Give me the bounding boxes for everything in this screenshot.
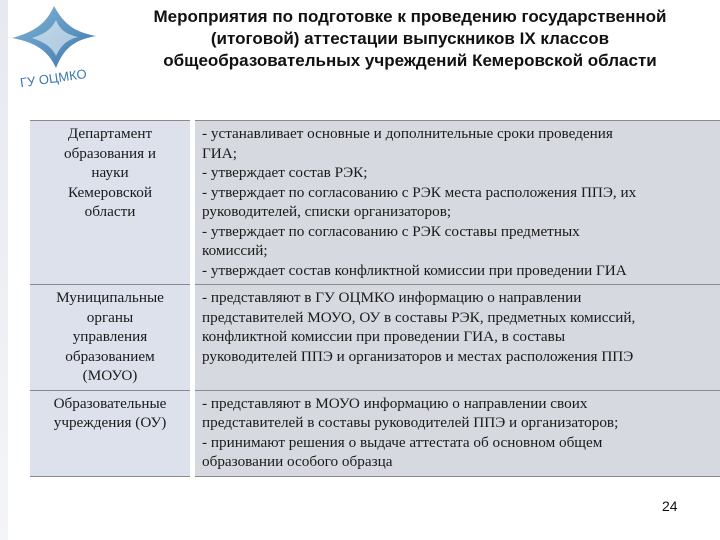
org-cell xyxy=(30,285,193,391)
desc-line: представителей в составы руководителей ППЭ и организаторов; xyxy=(202,414,619,431)
org-line: науки xyxy=(91,164,129,181)
org-line: Образовательные xyxy=(53,394,167,412)
desc-cell xyxy=(193,285,720,391)
desc-line: - утверждает по согласованию с РЭК места расположения ППЭ, их xyxy=(202,183,637,201)
desc-line: конфликтной комиссии при проведении ГИА, в составы xyxy=(202,328,566,345)
desc-line: - принимают решения о выдаче аттестата об основном общем xyxy=(202,433,603,451)
desc-line: - представляют в МОУО информацию о направлении своих xyxy=(202,394,588,412)
svg-text:ГУ ОЦМКО: ГУ ОЦМКО xyxy=(19,66,88,91)
title-line: общеобразовательных учреждений Кемеровской области xyxy=(163,51,657,70)
responsibilities-table xyxy=(30,120,720,477)
page-title xyxy=(104,6,716,72)
desc-line: представителей МОУО, ОУ в составы РЭК, предметных комиссий, xyxy=(202,308,636,326)
org-line: образования и xyxy=(63,144,157,162)
desc-line: - устанавливает основные и дополнительные сроки проведения xyxy=(202,125,613,142)
org-line: области xyxy=(84,203,136,220)
desc-line: ГИА; xyxy=(202,144,237,162)
title-line: Мероприятия по подготовке к проведению государственной xyxy=(153,7,667,26)
org-line: управления xyxy=(72,328,148,345)
org-line: Департамент xyxy=(67,125,153,142)
title-line: (итоговой) аттестации выпускников IX классов xyxy=(210,29,610,48)
desc-line: - утверждает состав конфликтной комиссии при проведении ГИА xyxy=(202,261,627,279)
desc-line: - утверждает состав РЭК; xyxy=(202,164,368,181)
table-row xyxy=(30,285,720,391)
desc-line: руководителей ППЭ и организаторов и местах расположения ППЭ xyxy=(202,347,634,365)
org-line: учреждения (ОУ) xyxy=(53,414,167,431)
table-row xyxy=(30,121,720,285)
page-number: 24 xyxy=(662,498,678,514)
table-row xyxy=(30,390,720,476)
desc-cell xyxy=(193,121,720,285)
org-line: органы xyxy=(86,308,134,326)
desc-line: руководителей, списки организаторов; xyxy=(202,203,452,220)
ocmko-logo xyxy=(4,2,102,94)
desc-line: - представляют в ГУ ОЦМКО информацию о направлении xyxy=(202,289,582,306)
desc-line: - утверждает по согласованию с РЭК составы предметных xyxy=(202,222,580,240)
org-line: (МОУО) xyxy=(82,367,138,384)
org-line: образованием xyxy=(65,347,155,365)
org-cell xyxy=(30,390,193,476)
org-line: Кемеровской xyxy=(68,183,152,201)
desc-line: комиссий; xyxy=(202,242,268,259)
desc-line: образовании особого образца xyxy=(202,453,393,470)
desc-cell xyxy=(193,390,720,476)
org-line: Муниципальные xyxy=(56,289,164,306)
org-cell xyxy=(30,121,193,285)
